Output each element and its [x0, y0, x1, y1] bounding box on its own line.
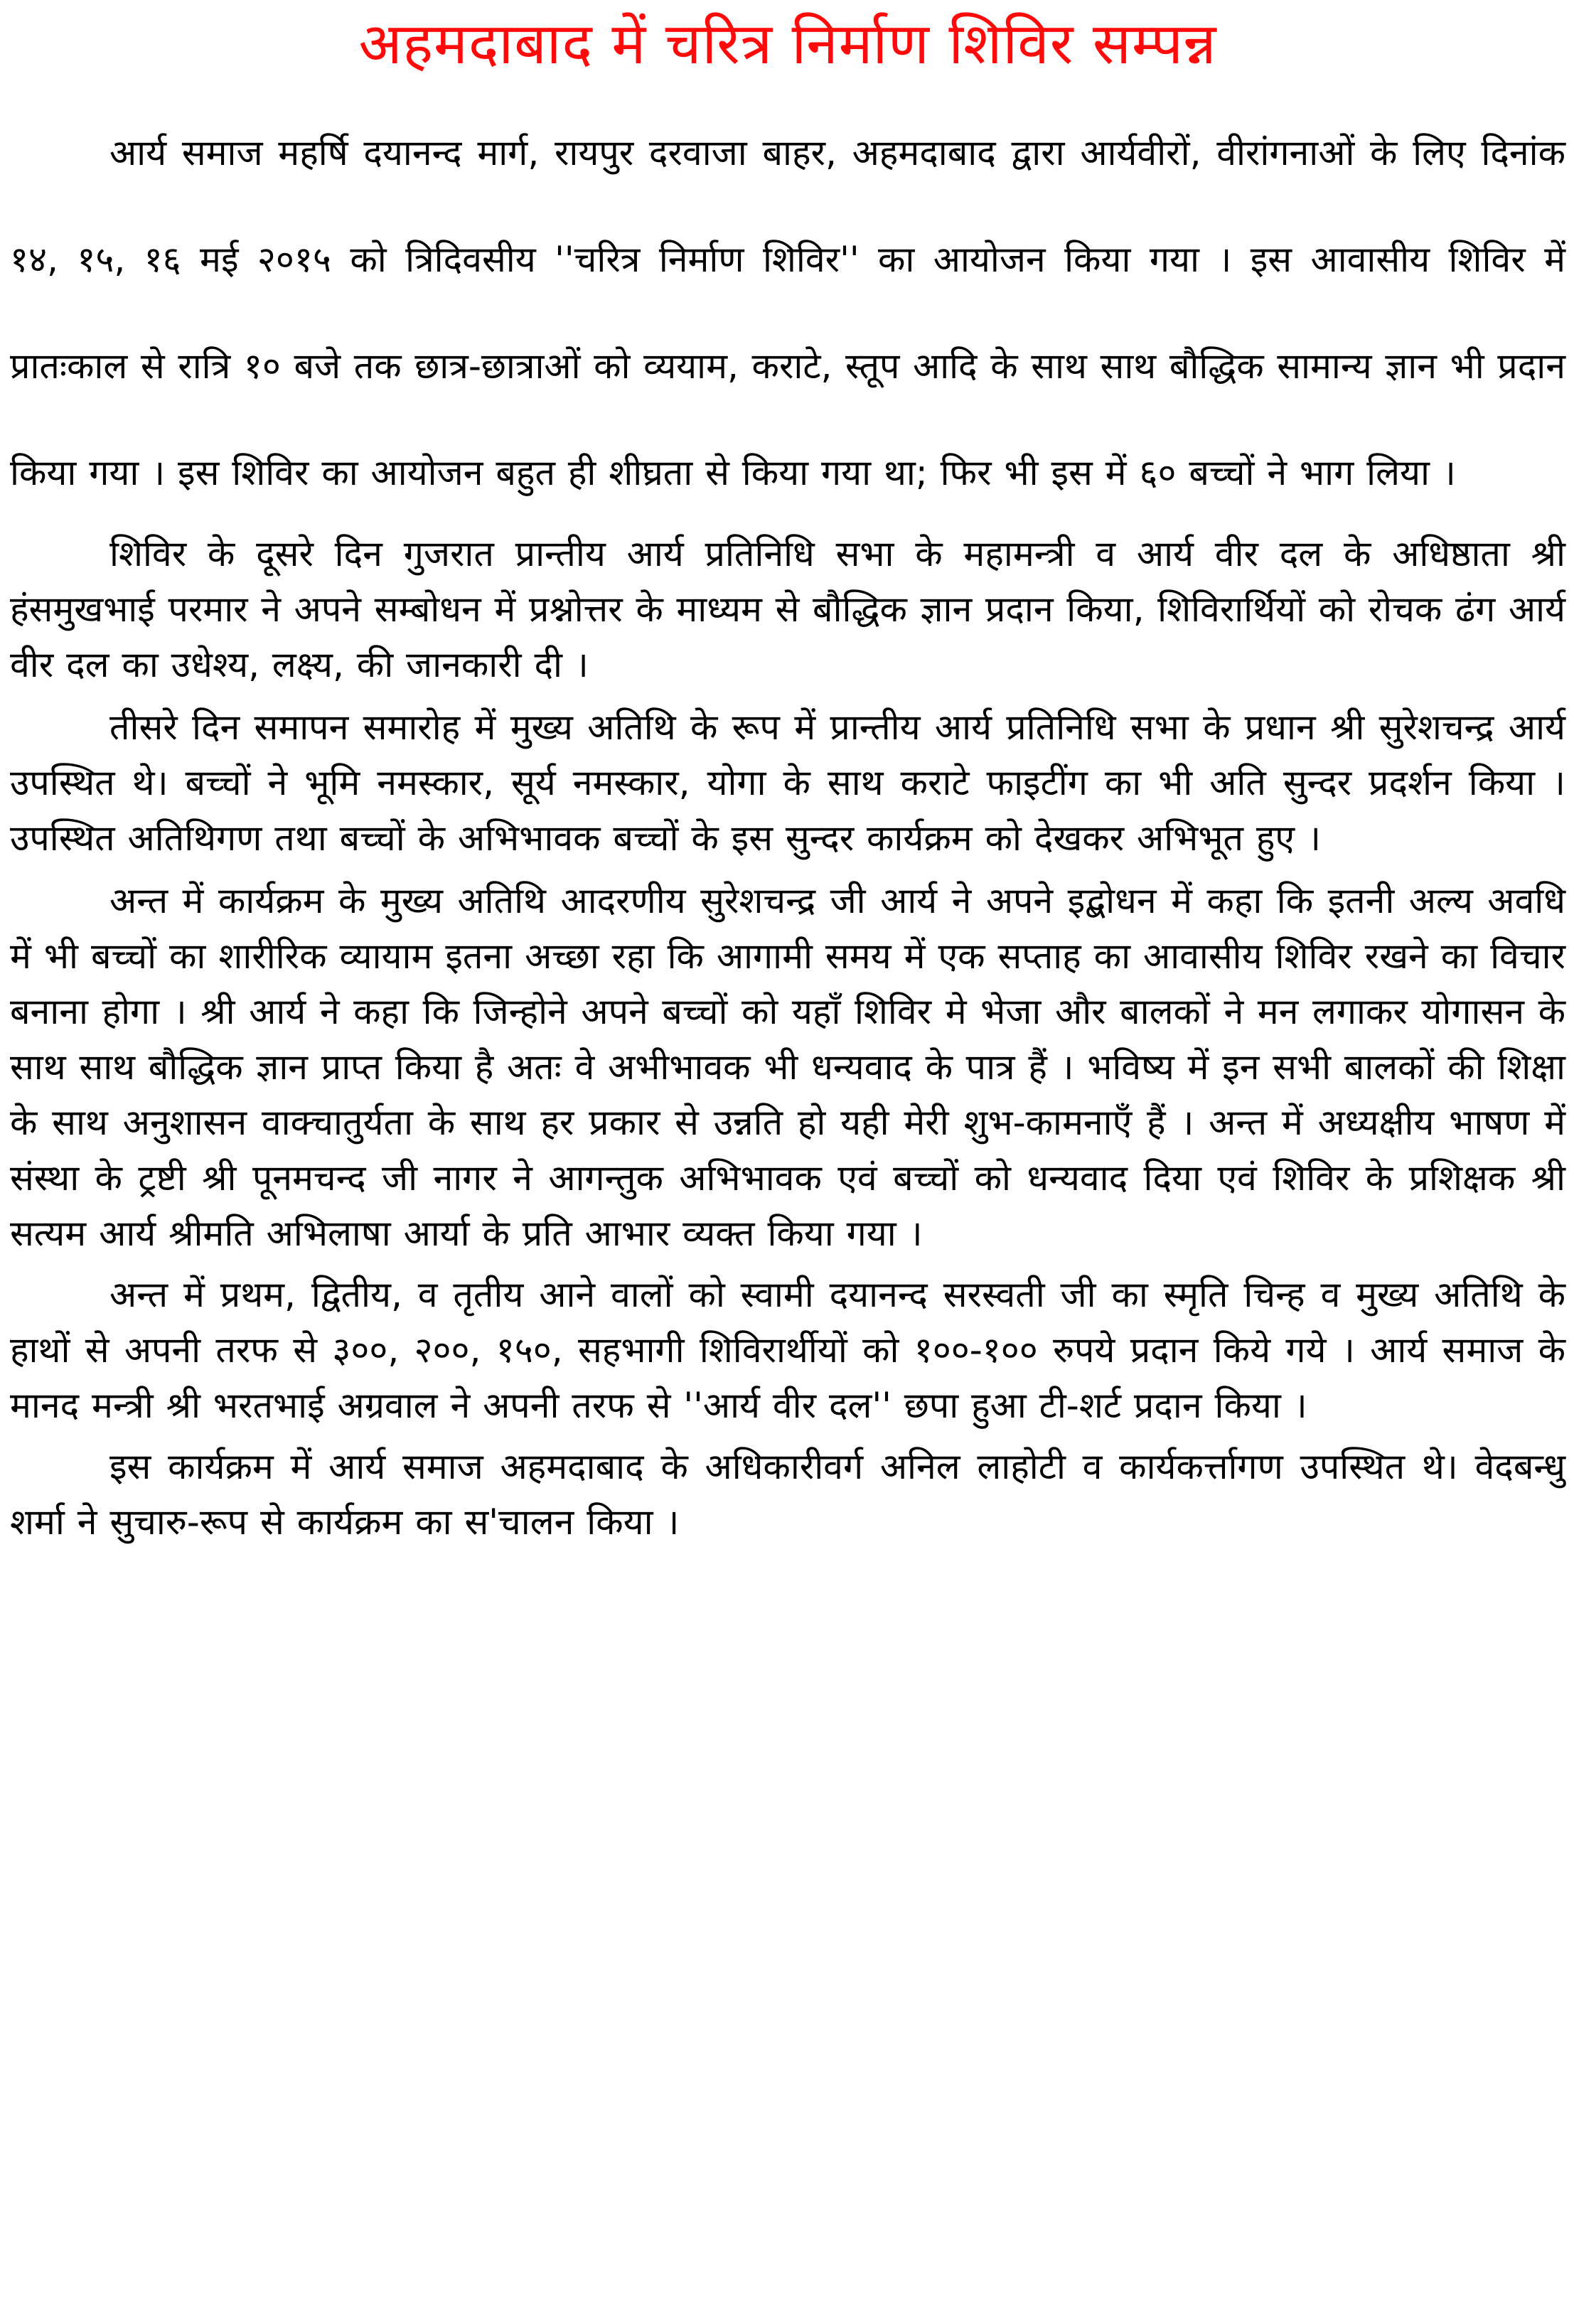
paragraph-intro: आर्य समाज महर्षि दयानन्द मार्ग, रायपुर दरवाजा बाहर, अहमदाबाद द्वारा आर्यवीरों, वीरांगनाओं के लिए दिनांक १४, १५, १६ मई २०१५ को त्रिदिवसीय ''चरित्र निर्माण शिविर'' का आयोजन किया गया । इस आवासीय शिविर में प्रातःकाल से रात्रि १० बजे तक छात्र-छात्राओं को व्ययाम, कराटे, स्तूप आदि के साथ साथ बौद्धिक सामान्य ज्ञान भी प्रदान किया गया । इस शिविर का आयोजन बहुत ही शीघ्रता से किया गया था; फिर भी इस में ६० बच्चों ने भाग लिया ।: [10, 132, 1565, 493]
article-body: [10, 100, 1565, 1550]
article-title: अहमदाबाद में चरित्र निर्माण शिविर सम्पन्न: [358, 11, 1217, 77]
paragraph-third-day: तीसरे दिन समापन समारोह में मुख्य अतिथि के रूप में प्रान्तीय आर्य प्रतिनिधि सभा के प्रधान श्री सुरेशचन्द्र आर्य उपस्थित थे। बच्चों ने भूमि नमस्कार, सूर्य नमस्कार, योगा के साथ कराटे फाइटींग का भी अति सुन्दर प्रदर्शन किया । उपस्थित अतिथिगण तथा बच्चों के अभिभावक बच्चों के इस सुन्दर कार्यक्रम को देखकर अभिभूत हुए ।: [10, 707, 1565, 859]
paragraph-chief-guest-speech: अन्त में कार्यक्रम के मुख्य अतिथि आदरणीय सुरेशचन्द्र जी आर्य ने अपने इद्बोधन में कहा कि इतनी अल्य अवधि में भी बच्चों का शारीरिक व्यायाम इतना अच्छा रहा कि आगामी समय में एक सप्ताह का आवासीय शिविर रखने का विचार बनाना होगा । श्री आर्य ने कहा कि जिन्होने अपने बच्चों को यहाँ शिविर मे भेजा और बालकों ने मन लगाकर योगासन के साथ साथ बौद्धिक ज्ञान प्राप्त किया है अतः वे अभीभावक भी धन्यवाद के पात्र हैं । भविष्य में इन सभी बालकों की शिक्षा के साथ अनुशासन वाक्चातुर्यता के साथ हर प्रकार से उन्नति हो यही मेरी शुभ-कामनाएँ हैं । अन्त में अध्यक्षीय भाषण में संस्था के ट्रष्टी श्री पूनमचन्द जी नागर ने आगन्तुक अभिभावक एवं बच्चों को धन्यवाद दिया एवं शिविर के प्रशिक्षक श्री सत्यम आर्य श्रीमति अभिलाषा आर्या के प्रति आभार व्यक्त किया गया ।: [10, 880, 1565, 1254]
paragraph-prizes: अन्त में प्रथम, द्वितीय, व तृतीय आने वालों को स्वामी दयानन्द सरस्वती जी का स्मृति चिन्ह व मुख्य अतिथि के हाथों से अपनी तरफ से ३००, २००, १५०, सहभागी शिविरार्थीयों को १००-१०० रुपये प्रदान किये गये । आर्य समाज के मानद मन्त्री श्री भरतभाई अग्रवाल ने अपनी तरफ से ''आर्य वीर दल'' छपा हुआ टी-शर्ट प्रदान किया ।: [10, 1274, 1565, 1426]
paragraph-closing: इस कार्यक्रम में आर्य समाज अहमदाबाद के अधिकारीवर्ग अनिल लाहोटी व कार्यकर्त्तागण उपस्थित थे। वेदबन्धु शर्मा ने सुचारु-रूप से कार्यक्रम का स'चालन किया ।: [10, 1446, 1565, 1543]
paragraph-second-day: शिविर के दूसरे दिन गुजरात प्रान्तीय आर्य प्रतिनिधि सभा के महामन्त्री व आर्य वीर दल के अधिष्ठाता श्री हंसमुखभाई परमार ने अपने सम्बोधन में प्रश्नोत्तर के माध्यम से बौद्धिक ज्ञान प्रदान किया, शिविरार्थियों को रोचक ढंग आर्य वीर दल का उधेश्य, लक्ष्य, की जानकारी दी ।: [10, 533, 1565, 685]
